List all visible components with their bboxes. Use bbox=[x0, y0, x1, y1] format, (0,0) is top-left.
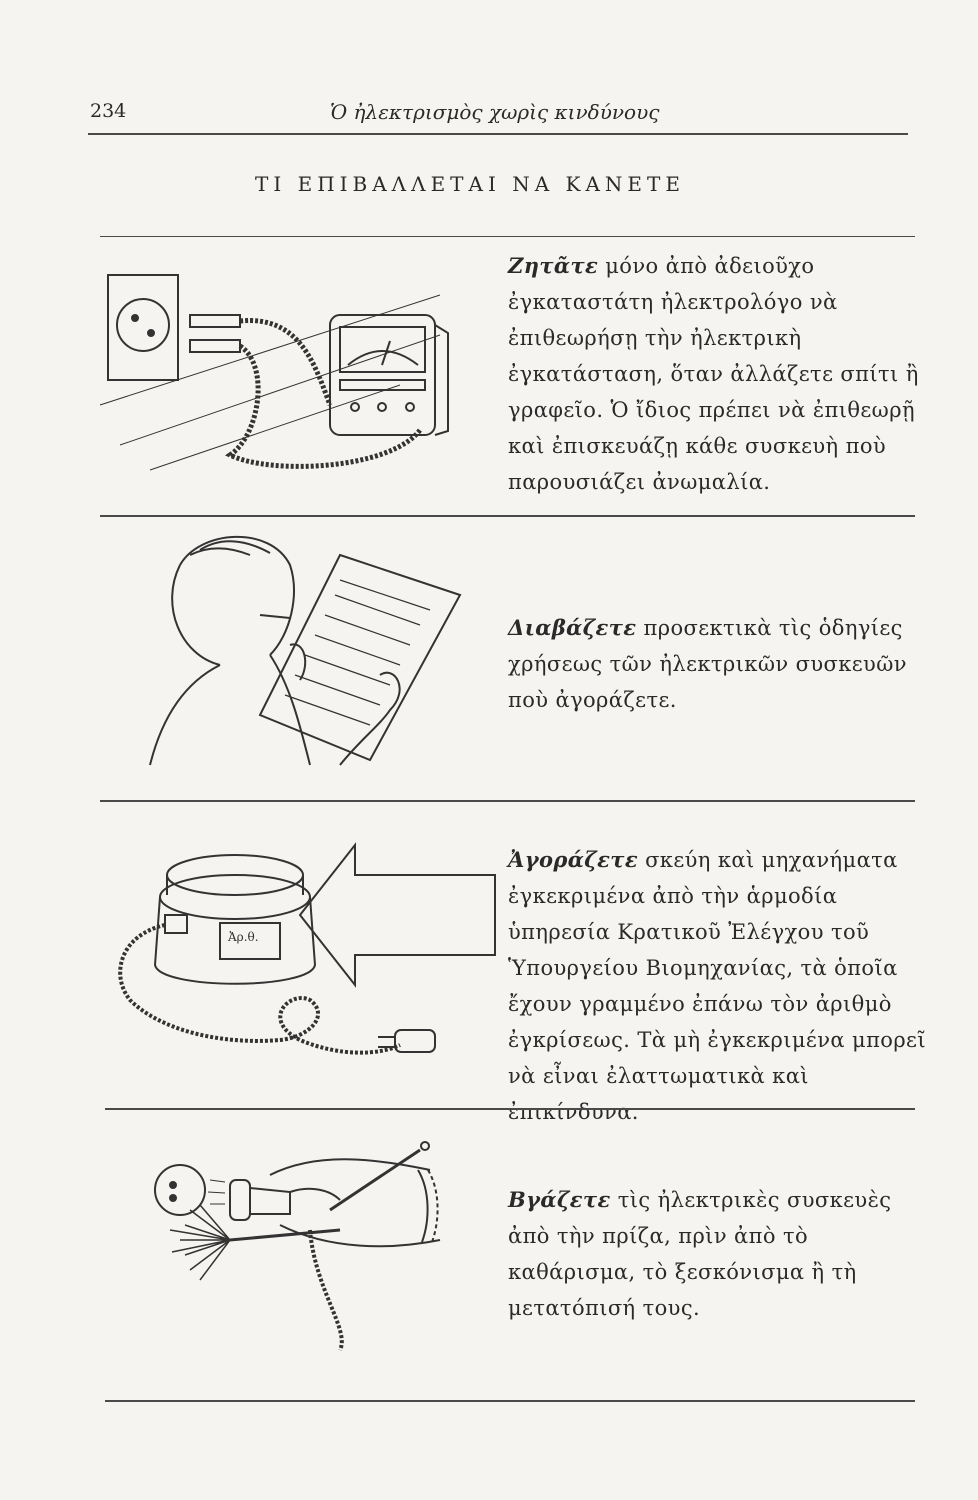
approval-number-label: Ἀρ.θ. bbox=[228, 930, 259, 944]
panel-3-body: σκεύη καὶ μηχανήματα ἐγκεκριμένα ἀπὸ τὴν ἁρμοδία ὑπηρεσία Κρατικοῦ Ἐλέγχου τοῦ Ὑπουργείου Βιομηχανίας, τὰ ὁποῖα ἔχουν γραμμένο ἐπάνω τὸν ἀριθμὸ ἐγκρίσεως. Τὰ μὴ ἐγκεκριμένα μπορεῖ νὰ εἶναι ἐλαττωματικὰ καὶ ἐπικίνδυνα. bbox=[508, 848, 926, 1124]
header-rule bbox=[88, 133, 908, 135]
panel-1-lead: Ζητᾶτε bbox=[508, 253, 599, 278]
panel-4-rule bbox=[105, 1400, 915, 1402]
panel-3-text bbox=[508, 842, 928, 1130]
panel-4-text bbox=[508, 1182, 928, 1326]
page-number: 234 bbox=[90, 100, 127, 122]
approved-appliance-illustration bbox=[100, 825, 500, 1070]
page-header bbox=[90, 100, 910, 130]
meter-testing-socket-illustration bbox=[100, 255, 460, 490]
running-title: Ὁ ἠλεκτρισμὸς χωρὶς κινδύνους bbox=[330, 100, 660, 124]
panel-2-rule bbox=[100, 800, 915, 802]
panel-1-body: μόνο ἀπὸ ἀδειοῦχο ἐγκαταστάτη ἠλεκτρολόγο νὰ ἐπιθεωρήσῃ τὴν ἠλεκτρικὴ ἐγκατάσταση, ὅταν ἀλλάζετε σπίτι ἢ γραφεῖο. Ὁ ἴδιος πρέπει νὰ ἐπιθεωρῇ καὶ ἐπισκευάζῃ κάθε συσκευὴ ποὺ παρουσιάζει ἀνωμαλία. bbox=[508, 254, 919, 494]
panel-4-body: τὶς ἠλεκτρικὲς συσκευὲς ἀπὸ τὴν πρίζα, πρὶν ἀπὸ τὸ καθάρισμα, τὸ ξεσκόνισμα ἢ τὴ μετατόπισή τους. bbox=[508, 1188, 892, 1320]
panel-2-lead: Διαβάζετε bbox=[508, 615, 637, 640]
panel-3-rule bbox=[105, 1108, 915, 1110]
man-reading-instructions-illustration bbox=[140, 525, 470, 770]
panel-3-lead: Ἀγοράζετε bbox=[508, 847, 638, 872]
panel-4-lead: Βγάζετε bbox=[508, 1187, 611, 1212]
panel-2-body: προσεκτικὰ τὶς ὁδηγίες χρήσεως τῶν ἠλεκτρικῶν συσκευῶν ποὺ ἀγοράζετε. bbox=[508, 616, 907, 712]
unplug-before-cleaning-illustration bbox=[100, 1130, 480, 1350]
panel-2-text bbox=[508, 610, 928, 718]
panel-1-rule bbox=[100, 515, 915, 517]
panel-1-text bbox=[508, 248, 928, 500]
section-title: ΤΙ ΕΠΙΒΑΛΛΕΤΑΙ ΝΑ ΚΑΝΕΤΕ bbox=[255, 172, 685, 196]
section-rule bbox=[100, 236, 915, 237]
